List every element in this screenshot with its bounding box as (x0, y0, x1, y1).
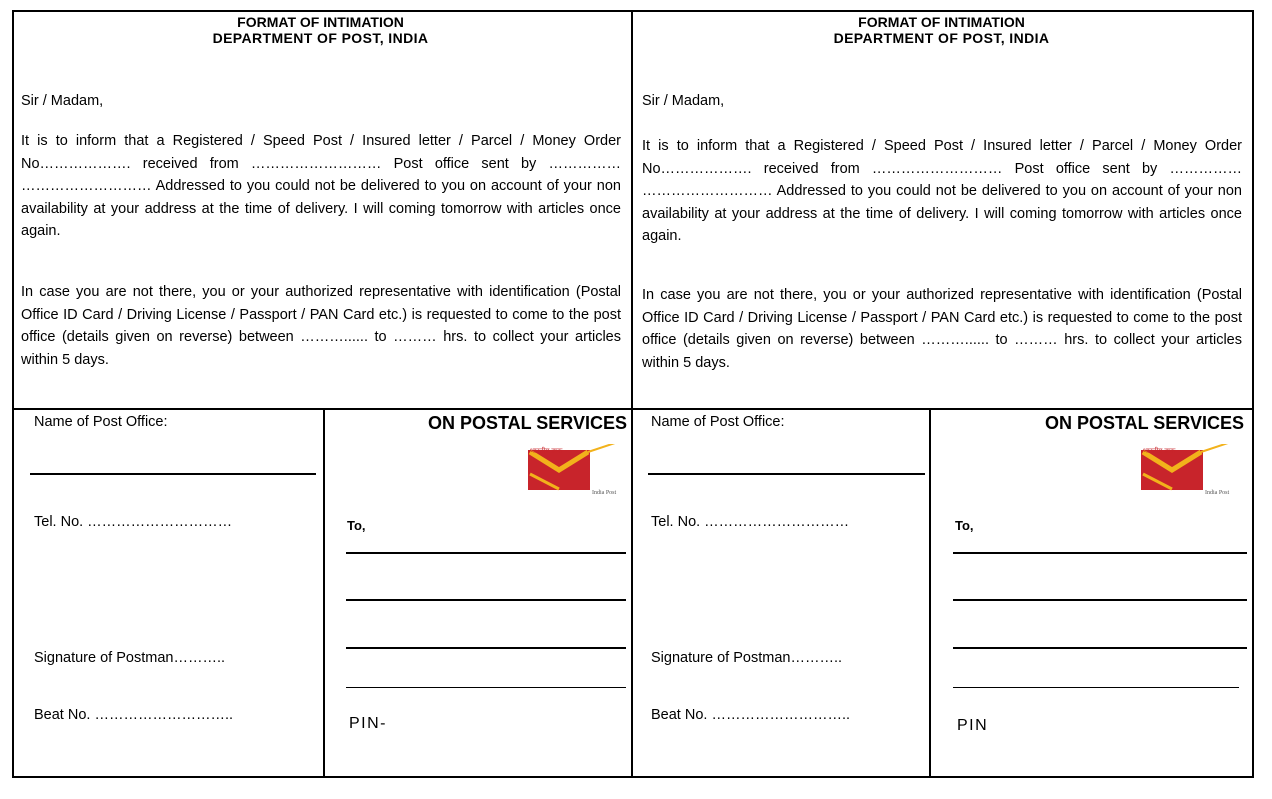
postal-services-label: ON POSTAL SERVICES (1044, 413, 1244, 433)
left-sender-block (14, 410, 323, 776)
intimation-paragraph: It is to inform that a Registered / Speed Post / Insured letter / Parcel / Money Order No………………. received from ……………………… Post office sent by …………… ……………………… Addressed to you could not be delivered to you on account of your non availability at your address at the time of delivery. I will coming tomorrow with articles once again. (21, 133, 621, 239)
signature-label: Signature of Postman……….. (651, 650, 842, 666)
left-letter (14, 12, 627, 408)
post-office-line (648, 473, 925, 475)
logo-hindi-text: भारतीय डाक (530, 448, 563, 455)
intimation-paragraph: It is to inform that a Registered / Speed Post / Insured letter / Parcel / Money Order No………………. received from ……………………… Post office sent by …………… ……………………… Addressed to you could not be delivered to you on account of your non availability at your address at the time of delivery. I will coming tomorrow with articles once again. (642, 138, 1242, 244)
instructions-paragraph: In case you are not there, you or your authorized representative with identification (Postal Office ID Card / Driving License / Passport / PAN Card etc.) is requested to come to the post office (details given on reverse) between ………...... to ……… hrs. to collect your articles within 5 days. (21, 284, 621, 368)
signature-label: Signature of Postman……….. (34, 650, 225, 666)
pin-label: PIN (957, 717, 989, 734)
address-line-3 (953, 647, 1247, 649)
right-address-block (931, 410, 1252, 776)
salutation: Sir / Madam, (642, 93, 725, 109)
address-line-4 (346, 687, 626, 688)
postal-services-label: ON POSTAL SERVICES (427, 413, 627, 433)
logo-english-text: India Post (1205, 490, 1230, 496)
post-office-line (30, 473, 316, 475)
address-line-4 (953, 687, 1239, 688)
left-address-block (325, 410, 631, 776)
india-post-logo (528, 444, 620, 496)
address-line-2 (346, 599, 626, 601)
pin-label: PIN- (349, 715, 387, 732)
to-label: To, (955, 518, 974, 533)
logo-hindi-text: भारतीय डाक (1143, 448, 1176, 455)
post-office-label: Name of Post Office: (34, 414, 168, 430)
beat-label: Beat No. ……………………….. (34, 707, 234, 723)
logo-english-text: India Post (592, 490, 617, 496)
address-line-3 (346, 647, 626, 649)
form-heading: FORMAT OF INTIMATION (858, 14, 1025, 30)
to-label: To, (347, 518, 366, 533)
salutation: Sir / Madam, (21, 93, 104, 109)
right-sender-block (633, 410, 929, 776)
right-letter (635, 12, 1248, 408)
instructions-paragraph: In case you are not there, you or your authorized representative with identification (Postal Office ID Card / Driving License / Passport / PAN Card etc.) is requested to come to the post office (details given on reverse) between ………...... to ……… hrs. to collect your articles within 5 days. (642, 287, 1242, 371)
address-line-2 (953, 599, 1247, 601)
tel-label: Tel. No. ………………………… (34, 514, 233, 530)
tel-label: Tel. No. ………………………… (651, 514, 850, 530)
department-heading: DEPARTMENT OF POST, INDIA (833, 30, 1050, 46)
beat-label: Beat No. ……………………….. (651, 707, 851, 723)
post-office-label: Name of Post Office: (651, 414, 785, 430)
address-line-1 (953, 552, 1247, 554)
address-line-1 (346, 552, 626, 554)
intimation-sheet (12, 10, 1254, 778)
india-post-logo (1141, 444, 1233, 496)
form-heading: FORMAT OF INTIMATION (237, 14, 404, 30)
department-heading: DEPARTMENT OF POST, INDIA (212, 30, 429, 46)
